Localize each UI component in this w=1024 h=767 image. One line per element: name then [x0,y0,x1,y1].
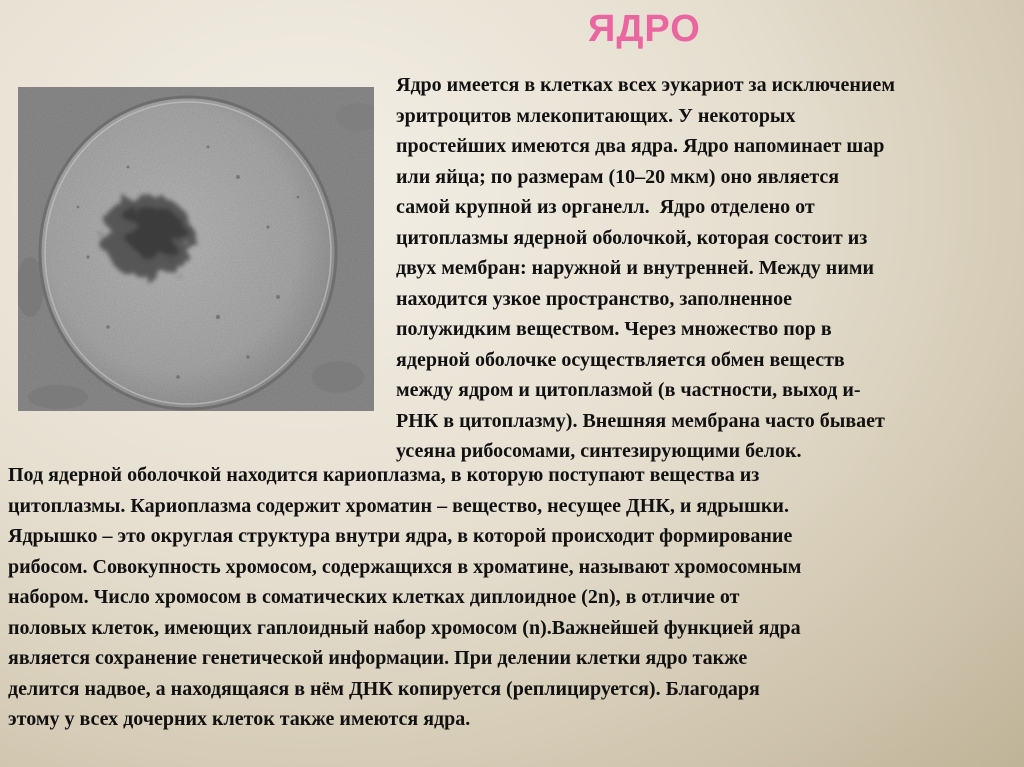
slide-title: ЯДРО [588,8,701,50]
paragraph-lower: Под ядерной оболочкой находится кариоплазма, в которую поступают вещества из цитоплазмы. Кариоплазма содержит хроматин – вещество, несущее ДНК, и ядрышки. Ядрышко – это округлая структура внутри ядра, в которой происходит формирование рибосом. Совокупность хромосом, содержащихся в хроматине, называют хромосомным набором. Число хромосом в соматических клетках диплоидное (2n), в отличие от половых клеток, имеющих гаплоидный набор хромосом (n).Важнейшей функцией ядра является сохранение генетической информации. При делении клетки ядро также делится надвое, а находящаяся в нём ДНК копируется (реплицируется). Благодаря этому у всех дочерних клеток также имеются ядра. [8,464,802,730]
cell-nucleus-micrograph-icon [18,87,374,411]
paragraph-upper: Ядро имеется в клетках всех эукариот за исключением эритроцитов млекопитающих. У некоторых простейших имеются два ядра. Ядро напоминает шар или яйца; по размерам (10–20 мкм) оно является самой крупной из органелл. Ядро отделено от цитоплазмы ядерной оболочкой, которая состоит из двух мембран: наружной и внутренней. Между ними находится узкое пространство, заполненное полужидким веществом. Через множество пор в ядерной оболочке осуществляется обмен веществ между ядром и цитоплазмой (в частности, выход и- РНК в цитоплазму). Внешняя мембрана часто бывает усеяна рибосомами, синтезирующими белок. [396,74,895,462]
cell-nucleus-micrograph [18,87,374,411]
